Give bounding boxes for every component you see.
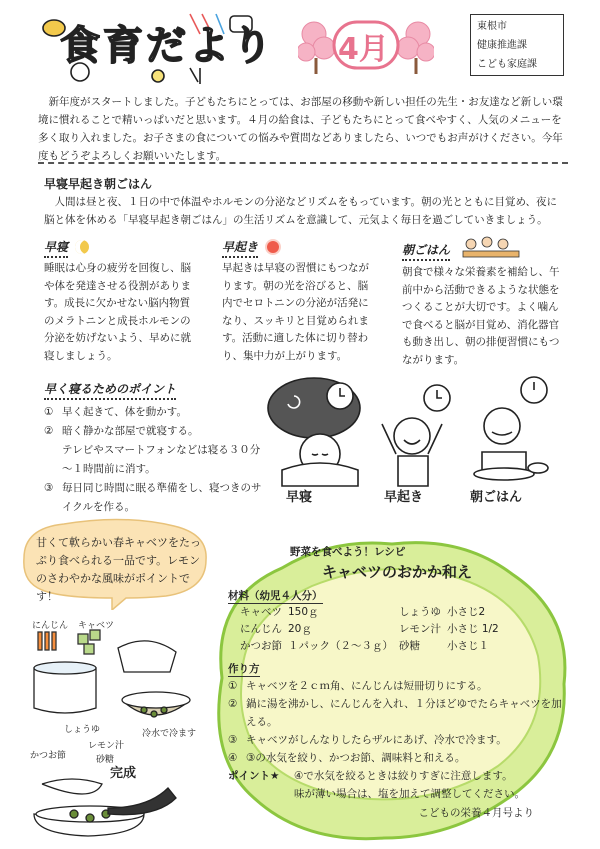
illustration-caption: 早寝 — [286, 490, 313, 505]
point-label: ポイント★ — [228, 770, 280, 782]
illustration-caption: 早起き — [384, 490, 424, 505]
step-num: ① — [228, 680, 238, 692]
column-body: 早起きは早寝の習慣にもつながります。朝の光を浴びると、脳内でセロトニンの分泌が活発になり、スッキリと目覚められます。活動に適した体に切り替わり、集中力が上がります。 — [222, 262, 369, 362]
ingredient-amount: 20ｇ — [288, 623, 312, 635]
intro-paragraph: 新年度がスタートしました。子どもたちにとっては、お部屋の移動や新しい担任の先生・お友達など新しい環境に慣れることで精いっぱいだと思います。４月の給食は、子どもたちにとって食べやすく、人気のメニューを多く取り入れました。お子さまの食についての悩みや質問などありましたら、いつでもお声がけください。今年度もどうぞよろしくお願いいたします。 — [38, 96, 563, 162]
column-body: 朝食で様々な栄養素を補給し、午前中から活動できるような状態をつくることが大切です。よく噛んで食べると脳が目覚め、消化器官も動き出し、朝の排便習慣にもつながります。 — [402, 266, 560, 366]
step-item — [228, 677, 568, 695]
step-item — [228, 749, 568, 767]
steps-list — [228, 677, 568, 767]
sleep-points — [44, 378, 264, 517]
column-body: 睡眠は心身の疲労を回復し、脳や体を発達させる役割があります。成長に欠かせない脳内物質のメラトニンと成長ホルモンの分泌を妨げないよう、早めに就寝しましょう。 — [44, 262, 191, 362]
point-item — [44, 422, 264, 441]
bubble-text: 甘くて軟らかい春キャベツをたっぷり食べられる一品です。レモンのさわやかな風味がポイントです！ — [36, 536, 201, 603]
illust-label: キャベツ — [78, 621, 115, 631]
illust-label: レモン汁 — [88, 741, 125, 751]
org-line: こども家庭課 — [477, 59, 537, 70]
illust-label: かつお節 — [30, 751, 67, 761]
ingredient: かつお節 — [240, 640, 282, 652]
illust-label: 砂糖 — [96, 755, 115, 765]
column-asagohan — [402, 236, 562, 369]
sleep-section — [44, 175, 564, 229]
ingredient-row — [240, 621, 505, 638]
point-item — [44, 403, 264, 422]
family-breakfast-icon — [461, 236, 521, 262]
ingredient-row — [240, 638, 505, 655]
ingredient: にんじん — [240, 623, 282, 635]
illust-label-done: 完成 — [110, 766, 137, 781]
point-subtext: テレビやスマートフォンなどは寝る３０分～１時間前に消す。 — [62, 444, 261, 475]
materials-label: 材料（幼児４人分） — [228, 590, 323, 602]
step-num: ④ — [228, 752, 238, 764]
month-label: 4月 — [338, 32, 389, 67]
step-text: キャベツを２ｃｍ角、にんじんは短冊切りにする。 — [246, 680, 488, 692]
point-text: 毎日同じ時間に眠る準備をし、寝つきのサイクルを作る。 — [62, 482, 262, 513]
ingredient: キャベツ — [240, 606, 282, 618]
step-text: ③の水気を絞り、かつお節、調味料と和える。 — [246, 752, 466, 764]
org-line: 健康推進課 — [477, 40, 527, 51]
step-item — [228, 695, 568, 731]
column-title: 早起き — [222, 238, 258, 258]
steps-label: 作り方 — [228, 663, 260, 675]
sleep-heading: 早寝早起き朝ごはん — [44, 177, 153, 191]
page-title: 食育だより — [60, 23, 275, 69]
point-line: ④で水気を絞るときは絞りすぎに注意します。 — [294, 770, 513, 782]
moon-icon — [75, 240, 89, 254]
recipe-source: こどもの栄養４月号より — [418, 807, 534, 819]
section-divider — [38, 162, 568, 164]
column-title: 早寝 — [44, 238, 68, 258]
recipe-point — [228, 767, 568, 803]
illust-label: にんじん — [32, 621, 69, 631]
point-item — [44, 479, 264, 517]
column-hayane — [44, 236, 196, 365]
ingredient: 砂糖 — [399, 640, 420, 652]
recipe-kicker: 野菜を食べよう！レシピ — [290, 546, 406, 558]
ingredient: しょうゆ — [399, 606, 441, 618]
point-text: 暗く静かな部屋で就寝する。 — [62, 425, 199, 437]
org-line: 東根市 — [477, 21, 507, 32]
ingredient-amount: 小さじ１ — [447, 640, 489, 652]
recipe — [228, 544, 568, 820]
ingredients-table — [240, 604, 505, 655]
illustration-caption: 朝ごはん — [470, 490, 523, 505]
column-title: 朝ごはん — [402, 241, 450, 261]
step-num: ② — [228, 698, 238, 710]
recipe-title: キャベツのおかか和え — [322, 563, 473, 581]
step-text: 鍋に湯を沸かし、にんじんを入れ、１分ほどゆでたらキャベツを加える。 — [246, 698, 562, 728]
ingredient-amount: 150ｇ — [288, 606, 319, 618]
illust-label: 冷水で冷ます — [142, 729, 197, 739]
points-title: 早く寝るためのポイント — [44, 380, 176, 400]
ingredient-amount: 小さじ2 — [447, 606, 486, 618]
point-line: 味が薄い場合は、塩を加えて調整してください。 — [294, 788, 525, 800]
illust-label: しょうゆ — [64, 725, 101, 735]
step-num: ③ — [228, 734, 238, 746]
point-num: ③ — [44, 482, 54, 494]
step-text: キャベツがしんなりしたらザルにあげ、冷水で冷ます。 — [246, 734, 507, 746]
sleep-lead: 人間は昼と夜、１日の中で体温やホルモンの分泌などリズムをもっています。朝の光とともに目覚め、夜に脳と体を休める「早寝早起き朝ごはん」の生活リズムを意識して、元気よく毎日を過ごしていきましょう。 — [44, 196, 558, 226]
sun-icon — [267, 241, 279, 253]
org-box — [470, 14, 564, 76]
column-hayaoki — [222, 236, 374, 365]
point-num: ① — [44, 406, 54, 418]
point-num: ② — [44, 425, 54, 437]
ingredient: レモン汁 — [399, 623, 441, 635]
step-item — [228, 731, 568, 749]
ingredient-amount: 小さじ 1/2 — [447, 623, 499, 635]
ingredient-amount: １パック（２～３ｇ） — [288, 640, 393, 652]
point-text: 早く起きて、体を動かす。 — [62, 406, 187, 418]
ingredient-row — [240, 604, 505, 621]
